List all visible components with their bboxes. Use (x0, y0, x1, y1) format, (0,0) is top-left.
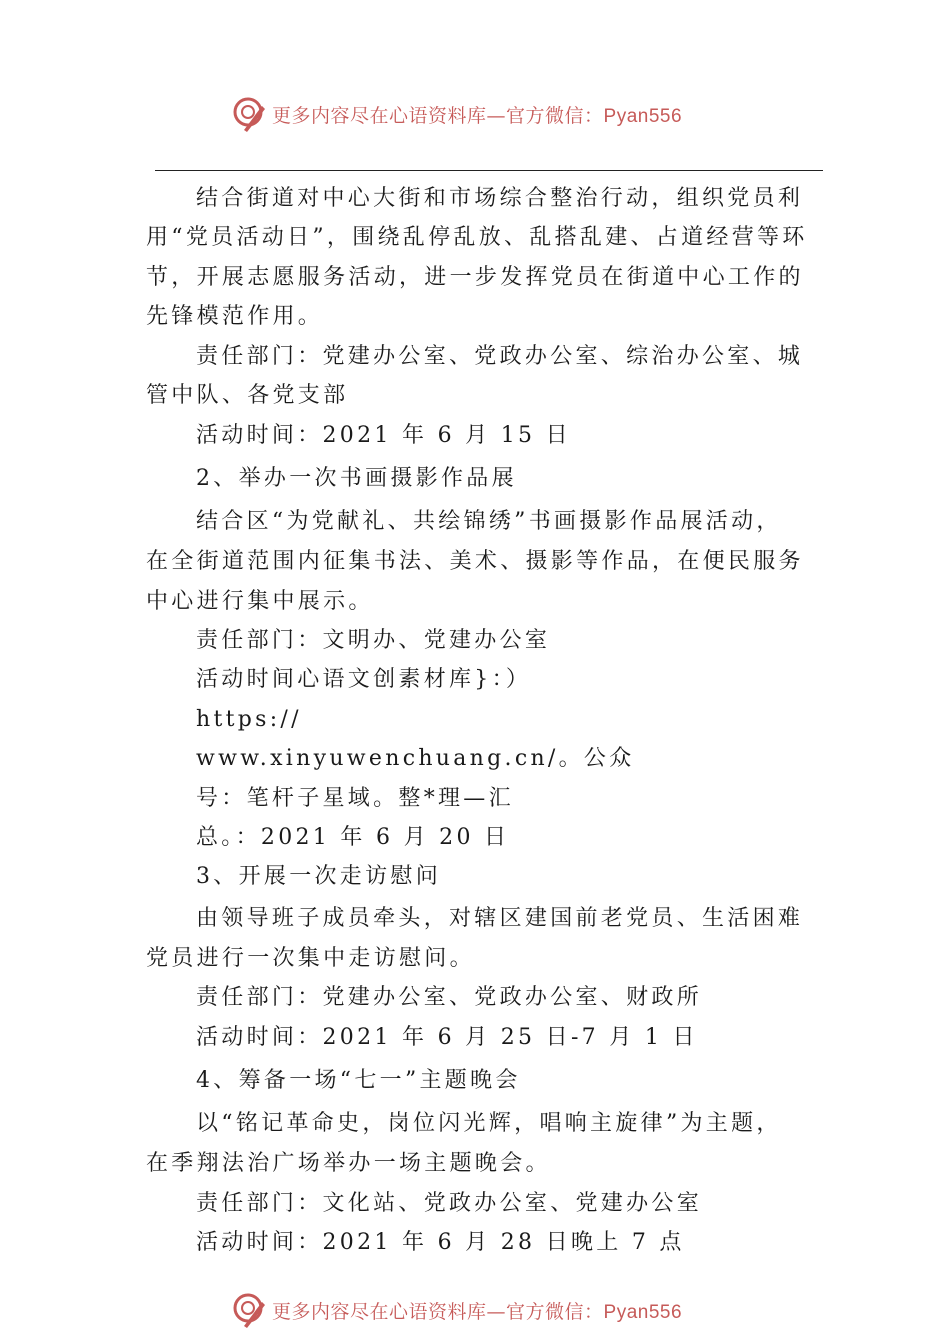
header-banner-text: 更多内容尽在心语资料库—官方微信：Pyan556 (272, 104, 683, 127)
body-line: 以“铭记革命史，岗位闪光辉，唱响主旋律”为主题， (196, 1111, 782, 1136)
body-line: 党员进行一次集中走访慰问。 (146, 946, 475, 971)
body-line: www.xinyuwenchuang.cn/。公众 (196, 746, 635, 771)
body-line: 结合区“为党献礼、共绘锦绣”书画摄影作品展活动， (196, 509, 782, 534)
body-line: 活动时间：2021 年 6 月 15 日 (196, 423, 571, 448)
body-line: 管中队、各党支部 (146, 383, 349, 408)
body-line: https:// (196, 707, 302, 732)
body-line: 活动时间心语文创素材库}：） (196, 667, 532, 692)
body-line: 责任部门：党建办公室、党政办公室、财政所 (196, 985, 703, 1010)
footer-banner (232, 1290, 682, 1330)
body-line: 中心进行集中展示。 (146, 589, 374, 614)
body-line: 责任部门：文化站、党政办公室、党建办公室 (196, 1191, 703, 1216)
header-banner (232, 94, 682, 134)
body-line: 号：笔杆子星域。整*理—汇 (196, 786, 514, 811)
header-divider (155, 170, 823, 171)
body-line: 总。：2021 年 6 月 20 日 (196, 825, 510, 850)
pen-logo-icon (232, 96, 268, 132)
body-line: 活动时间：2021 年 6 月 28 日晚上 7 点 (196, 1230, 685, 1255)
section-heading: 4、筹备一场“七一”主题晚会 (196, 1068, 521, 1093)
body-line: 在全街道范围内征集书法、美术、摄影等作品，在便民服务 (146, 549, 804, 574)
body-line: 节，开展志愿服务活动，进一步发挥党员在街道中心工作的 (146, 265, 804, 290)
body-line: 责任部门：党建办公室、党政办公室、综治办公室、城 (196, 344, 804, 369)
body-line: 由领导班子成员牵头，对辖区建国前老党员、生活困难 (196, 906, 804, 931)
section-heading: 2、举办一次书画摄影作品展 (196, 466, 517, 491)
body-line: 在季翔法治广场举办一场主题晚会。 (146, 1151, 551, 1176)
body-line: 结合街道对中心大街和市场综合整治行动，组织党员利 (196, 186, 804, 211)
body-line: 先锋模范作用。 (146, 304, 324, 329)
body-line: 活动时间：2021 年 6 月 25 日-7 月 1 日 (196, 1025, 698, 1050)
body-line: 用“党员活动日”，围绕乱停乱放、乱搭乱建、占道经营等环 (146, 225, 808, 250)
body-line: 责任部门：文明办、党建办公室 (196, 628, 551, 653)
pen-logo-icon (232, 1292, 268, 1328)
section-heading: 3、开展一次走访慰问 (196, 864, 441, 889)
footer-banner-text: 更多内容尽在心语资料库—官方微信：Pyan556 (272, 1300, 683, 1323)
